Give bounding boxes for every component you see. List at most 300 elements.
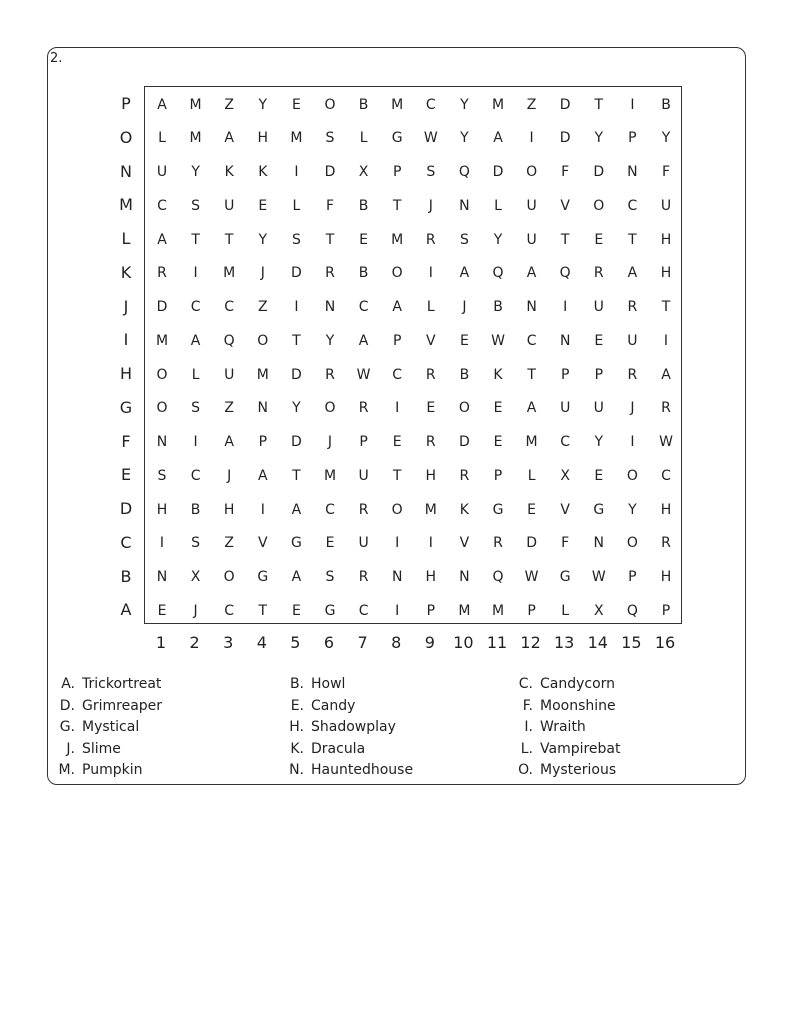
row-label-A: A (120, 600, 132, 620)
grid-letter-J-9: L (426, 299, 435, 315)
grid-letter-I-6: Y (325, 332, 335, 349)
word-list-item (53, 740, 121, 758)
word-text: Candycorn (540, 676, 616, 692)
grid-letter-A-9: P (426, 602, 436, 619)
grid-letter-A-15: Q (626, 602, 638, 619)
word-text: Hauntedhouse (311, 762, 414, 778)
grid-letter-B-10: N (459, 569, 470, 585)
grid-letter-C-13: F (561, 535, 570, 552)
row-label-B: B (120, 566, 132, 586)
grid-letter-K-16: H (660, 265, 672, 282)
grid-letter-K-15: A (627, 265, 638, 282)
grid-letter-J-13: I (563, 299, 568, 315)
word-key: L. (520, 740, 533, 757)
grid-letter-E-10: R (459, 467, 470, 484)
word-key: C. (518, 676, 533, 692)
grid-letter-O-12: I (529, 130, 534, 147)
grid-letter-G-13: U (560, 400, 571, 417)
grid-letter-A-8: I (395, 602, 400, 619)
grid-letter-B-14: W (591, 569, 606, 585)
grid-letter-N-13: F (561, 164, 570, 180)
grid-letter-A-5: E (291, 602, 301, 619)
grid-letter-B-1: N (156, 569, 168, 585)
word-list-item (511, 697, 616, 715)
grid-letter-M-3: U (224, 197, 235, 214)
grid-letter-C-6: E (325, 535, 335, 552)
grid-letter-O-14: Y (594, 130, 604, 147)
grid-letter-N-3: K (224, 164, 234, 180)
grid-letter-P-12: Z (526, 96, 537, 113)
word-key: H. (289, 719, 304, 735)
grid-letter-A-3: C (224, 602, 235, 619)
grid-letter-L-16: H (660, 231, 672, 248)
word-list-item (282, 761, 413, 779)
grid-letter-P-11: M (491, 96, 505, 113)
grid-letter-H-4: M (256, 366, 269, 383)
grid-letter-L-10: S (459, 231, 469, 248)
grid-letter-L-4: Y (258, 231, 268, 248)
grid-letter-C-11: R (493, 535, 503, 552)
word-list-item (511, 761, 616, 779)
word-text: Candy (311, 697, 356, 714)
grid-letter-G-9: E (426, 400, 436, 417)
column-label-15: 15 (621, 633, 642, 652)
grid-letter-N-7: X (358, 164, 369, 180)
column-label-5: 5 (290, 633, 301, 652)
grid-letter-F-5: D (291, 434, 302, 450)
grid-letter-D-12: E (527, 501, 537, 518)
grid-letter-B-13: G (559, 569, 571, 585)
grid-letter-C-1: I (159, 535, 165, 552)
grid-letter-P-2: M (189, 96, 202, 113)
grid-letter-K-14: R (593, 265, 604, 282)
grid-letter-L-9: R (425, 231, 436, 248)
grid-letter-G-1: O (156, 400, 168, 417)
grid-letter-G-4: N (257, 400, 269, 417)
grid-letter-D-5: A (291, 501, 302, 518)
grid-letter-D-4: I (260, 501, 265, 518)
grid-letter-D-9: M (424, 501, 437, 518)
word-list-item (53, 761, 142, 779)
grid-letter-P-3: Z (224, 96, 234, 113)
row-label-I: I (123, 330, 129, 350)
grid-letter-K-2: I (193, 265, 198, 282)
grid-letter-H-10: B (459, 366, 470, 383)
grid-letter-P-9: C (425, 96, 436, 113)
grid-letter-M-5: L (292, 197, 301, 214)
grid-letter-M-1: C (157, 197, 167, 214)
grid-letter-J-2: C (190, 299, 201, 315)
row-label-P: P (121, 94, 131, 113)
grid-letter-O-15: P (628, 130, 637, 147)
grid-letter-A-10: M (458, 602, 471, 619)
grid-letter-F-8: E (392, 434, 402, 450)
grid-letter-N-15: N (627, 164, 638, 180)
word-key: J. (66, 740, 75, 757)
row-label-M: M (119, 195, 133, 215)
grid-letter-D-6: C (325, 501, 335, 518)
column-label-9: 9 (424, 633, 435, 652)
row-label-H: H (119, 364, 133, 383)
grid-letter-B-4: G (257, 569, 269, 585)
grid-letter-J-6: N (324, 299, 336, 315)
column-label-12: 12 (520, 633, 541, 652)
grid-letter-F-16: W (659, 434, 673, 450)
grid-letter-L-13: T (560, 231, 570, 248)
grid-letter-I-12: C (526, 332, 537, 349)
word-text: Shadowplay (311, 719, 396, 735)
grid-letter-N-12: O (526, 164, 538, 180)
grid-letter-H-2: L (191, 366, 200, 383)
grid-letter-B-2: X (190, 569, 201, 585)
grid-letter-I-8: P (392, 332, 402, 349)
grid-letter-O-6: S (325, 130, 335, 147)
grid-letter-L-8: M (391, 231, 404, 248)
grid-letter-M-11: L (494, 197, 502, 214)
grid-letter-M-14: O (593, 197, 605, 214)
grid-letter-M-8: T (392, 197, 402, 214)
grid-letter-E-11: P (493, 467, 503, 484)
column-label-11: 11 (486, 633, 508, 652)
grid-letter-K-4: J (260, 265, 265, 282)
grid-letter-K-13: Q (559, 265, 571, 282)
grid-letter-E-7: U (358, 467, 369, 484)
grid-letter-F-1: N (156, 434, 168, 450)
grid-letter-O-9: W (423, 130, 438, 147)
grid-letter-M-6: F (325, 197, 335, 214)
grid-letter-F-6: J (327, 434, 333, 450)
word-list-item (282, 675, 345, 693)
grid-letter-J-16: T (661, 299, 671, 315)
grid-letter-O-2: M (189, 130, 202, 147)
grid-letter-A-12: P (527, 602, 536, 619)
grid-letter-C-8: I (395, 535, 400, 552)
grid-letter-B-8: N (391, 569, 403, 585)
grid-letter-F-11: E (493, 434, 503, 450)
grid-letter-M-4: E (258, 197, 268, 214)
grid-letter-A-6: G (324, 602, 336, 619)
grid-letter-E-3: J (227, 467, 232, 484)
row-label-J: J (123, 296, 129, 316)
grid-letter-P-10: Y (460, 96, 469, 113)
grid-letter-I-10: E (459, 332, 469, 349)
grid-letter-M-15: C (627, 197, 638, 214)
grid-letter-F-3: A (224, 434, 234, 450)
grid-letter-B-16: H (660, 569, 672, 585)
grid-letter-E-9: H (425, 467, 437, 484)
grid-letter-E-2: C (190, 467, 201, 484)
grid-letter-O-4: H (257, 130, 269, 147)
grid-letter-H-15: R (627, 366, 638, 383)
grid-letter-C-16: R (661, 535, 671, 552)
grid-letter-P-14: T (594, 96, 604, 113)
column-label-8: 8 (391, 633, 402, 652)
word-key: A. (61, 676, 75, 692)
grid-letter-F-13: C (560, 434, 571, 450)
grid-letter-E-1: S (157, 467, 167, 484)
grid-letter-D-16: H (660, 501, 672, 518)
grid-letter-D-8: O (391, 501, 403, 518)
grid-letter-H-1: O (156, 366, 168, 383)
grid-letter-P-1: A (157, 96, 167, 113)
grid-letter-I-5: T (292, 332, 301, 349)
grid-letter-B-9: H (425, 569, 437, 585)
grid-letter-E-8: T (392, 467, 402, 484)
grid-letter-H-12: T (527, 366, 536, 383)
grid-letter-I-11: W (491, 332, 505, 349)
grid-letter-M-13: V (560, 197, 570, 214)
grid-letter-F-15: I (630, 434, 635, 450)
grid-letter-D-3: H (223, 501, 235, 518)
grid-letter-H-14: P (594, 366, 604, 383)
grid-letter-A-14: X (594, 602, 604, 619)
word-text: Vampirebat (540, 740, 621, 757)
grid-letter-B-3: O (223, 569, 235, 585)
grid-letter-M-9: J (428, 197, 433, 214)
grid-letter-F-10: D (459, 434, 470, 450)
grid-letter-H-6: R (325, 366, 335, 383)
grid-letter-P-5: E (291, 96, 301, 113)
grid-letter-E-13: X (560, 467, 570, 484)
grid-letter-M-10: N (459, 197, 470, 214)
grid-letter-J-12: N (526, 299, 537, 315)
grid-letter-P-16: B (661, 96, 671, 113)
grid-letter-I-15: U (627, 332, 638, 349)
grid-letter-B-12: W (524, 569, 539, 585)
puzzle-number: 2. (50, 51, 63, 66)
grid-letter-G-12: A (526, 400, 537, 417)
grid-letter-I-13: N (559, 332, 571, 349)
grid-letter-A-16: P (661, 602, 671, 619)
word-text: Moonshine (540, 697, 616, 714)
grid-letter-F-14: Y (594, 434, 604, 450)
grid-letter-C-10: V (459, 535, 470, 552)
grid-letter-K-11: Q (492, 265, 504, 282)
grid-letter-D-11: G (492, 501, 504, 518)
grid-letter-I-16: I (663, 332, 669, 349)
grid-letter-N-8: P (392, 164, 402, 180)
grid-letter-B-11: Q (492, 569, 504, 585)
grid-letter-A-7: C (358, 602, 369, 619)
grid-letter-C-7: U (358, 535, 369, 552)
column-label-7: 7 (357, 633, 368, 652)
grid-letter-B-15: P (628, 569, 637, 585)
grid-letter-G-8: I (395, 400, 400, 417)
grid-letter-F-9: R (425, 434, 436, 450)
grid-letter-I-14: E (594, 332, 604, 349)
column-label-3: 3 (223, 633, 234, 652)
word-key: D. (59, 697, 75, 714)
grid-letter-K-8: O (391, 265, 403, 282)
grid-letter-C-15: O (626, 535, 638, 552)
grid-letter-H-11: K (493, 366, 503, 383)
row-label-D: D (119, 499, 133, 518)
grid-letter-G-5: Y (292, 400, 301, 417)
row-label-O: O (119, 127, 133, 147)
word-list-item (511, 718, 586, 736)
grid-letter-G-16: R (661, 400, 671, 417)
grid-letter-E-15: O (626, 467, 638, 484)
row-label-K: K (120, 262, 132, 282)
column-label-6: 6 (323, 633, 335, 652)
word-key: B. (289, 676, 304, 692)
word-text: Wraith (540, 719, 586, 735)
grid-letter-K-5: D (291, 265, 302, 282)
word-key: F. (522, 697, 533, 714)
grid-letter-K-7: B (358, 265, 369, 282)
column-label-4: 4 (256, 633, 267, 652)
grid-letter-J-11: B (493, 299, 503, 315)
grid-letter-O-8: G (391, 130, 403, 147)
grid-letter-K-6: R (325, 265, 335, 282)
grid-letter-E-12: L (527, 467, 536, 484)
word-list-item (511, 740, 621, 758)
grid-letter-L-15: T (628, 231, 637, 248)
grid-letter-N-4: K (258, 164, 268, 180)
grid-letter-G-2: S (191, 400, 201, 417)
grid-letter-H-8: C (392, 366, 403, 383)
grid-letter-H-5: D (291, 366, 302, 383)
grid-letter-D-7: R (358, 501, 369, 518)
grid-letter-D-2: B (190, 501, 201, 518)
grid-letter-G-3: Z (224, 400, 234, 417)
grid-letter-H-7: W (356, 366, 371, 383)
word-text: Slime (82, 740, 121, 757)
word-text: Dracula (311, 740, 366, 757)
grid-letter-A-1: E (157, 602, 167, 619)
grid-letter-H-3: U (224, 366, 235, 383)
grid-letter-E-16: C (661, 467, 671, 484)
grid-letter-N-10: Q (458, 164, 470, 180)
grid-letter-P-7: B (358, 96, 369, 113)
grid-letter-O-13: D (559, 130, 571, 147)
grid-letter-O-7: L (359, 130, 368, 147)
grid-letter-E-5: T (292, 467, 301, 484)
grid-letter-J-3: C (224, 299, 235, 315)
word-list-item (282, 718, 396, 736)
grid-letter-M-7: B (358, 197, 369, 214)
word-key: K. (290, 740, 304, 757)
grid-letter-M-2: S (191, 197, 201, 214)
column-label-10: 10 (453, 633, 474, 652)
word-key: N. (289, 762, 304, 778)
grid-letter-P-4: Y (258, 96, 268, 113)
grid-letter-F-2: I (193, 434, 198, 450)
grid-letter-C-3: Z (224, 535, 234, 552)
word-text: Mysterious (540, 762, 617, 778)
grid-letter-N-6: D (324, 164, 336, 180)
grid-letter-G-15: J (630, 400, 635, 417)
word-key: M. (58, 762, 75, 778)
grid-letter-F-7: P (359, 434, 368, 450)
grid-letter-M-12: U (526, 197, 537, 214)
grid-letter-C-9: I (428, 535, 433, 552)
word-list-item (53, 697, 162, 715)
grid-letter-O-3: A (224, 130, 234, 147)
grid-letter-I-4: O (257, 332, 269, 349)
grid-letter-L-6: T (325, 231, 335, 248)
grid-letter-A-2: J (193, 602, 198, 619)
grid-letter-L-11: Y (493, 231, 503, 248)
column-label-14: 14 (587, 633, 608, 652)
grid-letter-N-9: S (426, 164, 436, 180)
word-list-item (282, 740, 365, 758)
grid-letter-N-5: I (294, 164, 299, 180)
grid-letter-L-1: A (157, 231, 167, 248)
grid-letter-C-12: D (526, 535, 537, 552)
word-text: Trickortreat (82, 676, 162, 692)
grid-letter-J-5: I (294, 299, 299, 315)
grid-letter-K-12: A (526, 265, 537, 282)
grid-letter-L-7: E (359, 231, 369, 248)
grid-letter-D-10: K (459, 501, 469, 518)
row-label-E: E (120, 465, 132, 485)
word-text: Grimreaper (82, 697, 163, 714)
grid-letter-C-5: G (290, 535, 302, 552)
grid-letter-G-10: O (458, 400, 470, 417)
grid-letter-J-8: A (392, 299, 402, 315)
grid-letter-K-9: I (428, 265, 433, 282)
grid-letter-L-3: T (224, 231, 234, 248)
grid-letter-P-6: O (324, 96, 336, 113)
grid-letter-C-4: V (258, 535, 268, 552)
grid-letter-L-2: T (191, 231, 200, 248)
grid-letter-I-7: A (358, 332, 369, 349)
grid-letter-G-6: O (324, 400, 336, 417)
grid-letter-L-14: E (594, 231, 604, 248)
grid-letter-O-11: A (493, 130, 503, 147)
grid-letter-L-12: U (526, 231, 537, 248)
column-label-13: 13 (554, 633, 575, 652)
word-key: E. (290, 697, 304, 714)
grid-letter-N-16: F (661, 164, 671, 180)
grid-letter-E-14: E (594, 467, 604, 484)
word-list-item (53, 718, 139, 736)
grid-letter-O-5: M (290, 130, 303, 147)
grid-letter-I-1: M (155, 332, 169, 349)
grid-letter-K-3: M (223, 265, 236, 282)
grid-letter-F-12: M (525, 434, 538, 450)
grid-letter-N-1: U (156, 164, 168, 180)
grid-letter-P-8: M (391, 96, 404, 113)
grid-letter-K-10: A (459, 265, 470, 282)
grid-letter-J-4: Z (258, 299, 268, 315)
grid-letter-F-4: P (258, 434, 268, 450)
grid-letter-C-2: S (191, 535, 201, 552)
column-label-2: 2 (189, 633, 200, 652)
grid-letter-H-13: P (560, 366, 570, 383)
grid-letter-J-1: D (156, 299, 168, 315)
word-key: I. (524, 719, 533, 735)
row-label-L: L (121, 229, 131, 248)
column-label-16: 16 (654, 633, 676, 652)
grid-letter-I-9: V (426, 332, 436, 349)
grid-letter-H-9: R (425, 366, 436, 383)
grid-letter-O-1: L (158, 130, 166, 147)
grid-letter-J-7: C (358, 299, 369, 315)
word-text: Howl (311, 676, 346, 692)
row-label-F: F (121, 431, 131, 451)
word-list-item (53, 675, 161, 693)
grid-letter-N-14: D (593, 164, 605, 180)
grid-letter-B-7: R (358, 569, 369, 585)
word-list-item (511, 675, 615, 693)
row-label-N: N (120, 161, 132, 181)
word-key: G. (59, 719, 75, 735)
grid-letter-L-5: S (291, 231, 301, 248)
grid-letter-G-14: U (593, 400, 604, 417)
grid-letter-I-2: A (190, 332, 201, 349)
